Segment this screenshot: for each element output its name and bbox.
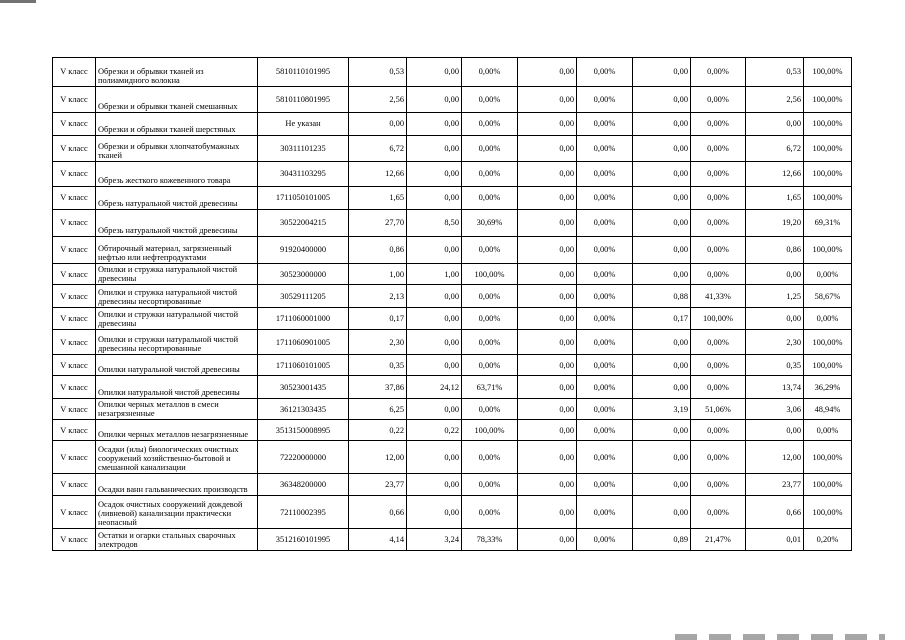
neutralized-amount-cell: 0,00 xyxy=(518,187,577,210)
used-amount-cell: 1,00 xyxy=(407,264,462,285)
waste-name-cell: Обрезки и обрывки тканей из полиамидного волокна xyxy=(96,58,258,87)
neutralized-percent-cell: 0,00% xyxy=(577,355,633,376)
class-cell: V класс xyxy=(53,264,96,285)
waste-name-cell: Осадки (илы) биологических очистных сооружений хозяйственно-бытовой и смешанной канализации xyxy=(96,441,258,474)
used-percent-cell: 0,00% xyxy=(462,136,518,162)
used-amount-cell: 0,00 xyxy=(407,58,462,87)
neutralized-percent-cell: 0,00% xyxy=(577,376,633,399)
waste-name-cell: Обрезь натуральной чистой древесины xyxy=(96,187,258,210)
neutralized-amount-cell: 0,00 xyxy=(518,399,577,420)
transferred-amount-cell: 0,00 xyxy=(633,162,691,187)
waste-name-cell: Опилки черных металлов в смеси незагрязненные xyxy=(96,399,258,420)
disposed-percent-cell: 100,00% xyxy=(804,113,852,136)
used-percent-cell: 0,00% xyxy=(462,441,518,474)
disposed-percent-cell: 100,00% xyxy=(804,87,852,113)
neutralized-percent-cell: 0,00% xyxy=(577,87,633,113)
waste-name-cell: Опилки черных металлов незагрязненные xyxy=(96,420,258,441)
neutralized-percent-cell: 0,00% xyxy=(577,58,633,87)
disposed-percent-cell: 0,00% xyxy=(804,420,852,441)
waste-code-cell: 3512160101995 xyxy=(258,529,349,551)
transferred-percent-cell: 0,00% xyxy=(691,187,746,210)
transferred-percent-cell: 0,00% xyxy=(691,264,746,285)
neutralized-amount-cell: 0,00 xyxy=(518,308,577,330)
waste-name-cell: Обрезки и обрывки хлопчатобумажных тканей xyxy=(96,136,258,162)
neutralized-amount-cell: 0,00 xyxy=(518,113,577,136)
total-amount-cell: 12,00 xyxy=(349,441,407,474)
table-row xyxy=(53,162,852,187)
transferred-percent-cell: 0,00% xyxy=(691,136,746,162)
waste-code-cell: 30522004215 xyxy=(258,210,349,237)
waste-code-cell: 1711050101005 xyxy=(258,187,349,210)
used-percent-cell: 0,00% xyxy=(462,308,518,330)
used-amount-cell: 0,00 xyxy=(407,113,462,136)
table-row xyxy=(53,264,852,285)
class-cell: V класс xyxy=(53,113,96,136)
class-cell: V класс xyxy=(53,237,96,264)
class-cell: V класс xyxy=(53,399,96,420)
neutralized-amount-cell: 0,00 xyxy=(518,355,577,376)
table-row xyxy=(53,308,852,330)
transferred-amount-cell: 0,00 xyxy=(633,87,691,113)
disposed-percent-cell: 0,20% xyxy=(804,529,852,551)
class-cell: V класс xyxy=(53,441,96,474)
disposed-amount-cell: 19,20 xyxy=(746,210,804,237)
waste-name-cell: Опилки и стружки натуральной чистой древесины несортированные xyxy=(96,330,258,355)
disposed-percent-cell: 100,00% xyxy=(804,58,852,87)
total-amount-cell: 1,00 xyxy=(349,264,407,285)
waste-code-cell: 36121303435 xyxy=(258,399,349,420)
used-percent-cell: 0,00% xyxy=(462,399,518,420)
waste-code-cell: 3513150008995 xyxy=(258,420,349,441)
disposed-percent-cell: 0,00% xyxy=(804,264,852,285)
class-cell: V класс xyxy=(53,285,96,308)
transferred-percent-cell: 0,00% xyxy=(691,210,746,237)
neutralized-percent-cell: 0,00% xyxy=(577,330,633,355)
used-amount-cell: 8,50 xyxy=(407,210,462,237)
disposed-percent-cell: 100,00% xyxy=(804,136,852,162)
neutralized-amount-cell: 0,00 xyxy=(518,285,577,308)
table-row xyxy=(53,285,852,308)
used-amount-cell: 0,00 xyxy=(407,441,462,474)
transferred-amount-cell: 0,00 xyxy=(633,420,691,441)
neutralized-percent-cell: 0,00% xyxy=(577,136,633,162)
used-amount-cell: 0,00 xyxy=(407,136,462,162)
total-amount-cell: 27,70 xyxy=(349,210,407,237)
used-percent-cell: 0,00% xyxy=(462,187,518,210)
neutralized-percent-cell: 0,00% xyxy=(577,264,633,285)
class-cell: V класс xyxy=(53,136,96,162)
neutralized-percent-cell: 0,00% xyxy=(577,308,633,330)
disposed-percent-cell: 48,94% xyxy=(804,399,852,420)
table-row xyxy=(53,87,852,113)
disposed-percent-cell: 100,00% xyxy=(804,474,852,496)
class-cell: V класс xyxy=(53,355,96,376)
transferred-percent-cell: 51,06% xyxy=(691,399,746,420)
table-row xyxy=(53,113,852,136)
table-row xyxy=(53,399,852,420)
disposed-amount-cell: 0,00 xyxy=(746,113,804,136)
waste-name-cell: Обрезки и обрывки тканей смешанных xyxy=(96,87,258,113)
transferred-amount-cell: 0,00 xyxy=(633,474,691,496)
waste-code-cell: 1711060901005 xyxy=(258,330,349,355)
waste-code-cell: 30523000000 xyxy=(258,264,349,285)
table-row xyxy=(53,210,852,237)
neutralized-amount-cell: 0,00 xyxy=(518,420,577,441)
disposed-amount-cell: 0,35 xyxy=(746,355,804,376)
transferred-amount-cell: 0,88 xyxy=(633,285,691,308)
disposed-amount-cell: 2,30 xyxy=(746,330,804,355)
transferred-amount-cell: 0,00 xyxy=(633,441,691,474)
waste-table-body xyxy=(53,58,852,551)
disposed-amount-cell: 3,06 xyxy=(746,399,804,420)
waste-code-cell: 91920400000 xyxy=(258,237,349,264)
used-amount-cell: 0,00 xyxy=(407,474,462,496)
transferred-amount-cell: 0,00 xyxy=(633,187,691,210)
table-row xyxy=(53,474,852,496)
disposed-amount-cell: 23,77 xyxy=(746,474,804,496)
transferred-amount-cell: 0,00 xyxy=(633,136,691,162)
total-amount-cell: 0,66 xyxy=(349,496,407,529)
neutralized-percent-cell: 0,00% xyxy=(577,496,633,529)
transferred-amount-cell: 0,00 xyxy=(633,496,691,529)
disposed-amount-cell: 0,66 xyxy=(746,496,804,529)
table-row xyxy=(53,237,852,264)
neutralized-percent-cell: 0,00% xyxy=(577,113,633,136)
neutralized-percent-cell: 0,00% xyxy=(577,285,633,308)
used-amount-cell: 0,00 xyxy=(407,496,462,529)
used-amount-cell: 24,12 xyxy=(407,376,462,399)
used-percent-cell: 100,00% xyxy=(462,264,518,285)
table-row xyxy=(53,496,852,529)
total-amount-cell: 0,86 xyxy=(349,237,407,264)
disposed-percent-cell: 100,00% xyxy=(804,496,852,529)
used-amount-cell: 0,00 xyxy=(407,399,462,420)
used-amount-cell: 0,00 xyxy=(407,237,462,264)
total-amount-cell: 23,77 xyxy=(349,474,407,496)
disposed-percent-cell: 100,00% xyxy=(804,187,852,210)
total-amount-cell: 2,13 xyxy=(349,285,407,308)
scan-artifact-bottom xyxy=(675,634,885,640)
disposed-amount-cell: 0,01 xyxy=(746,529,804,551)
class-cell: V класс xyxy=(53,496,96,529)
table-row xyxy=(53,441,852,474)
neutralized-amount-cell: 0,00 xyxy=(518,441,577,474)
waste-code-cell: 36348200000 xyxy=(258,474,349,496)
transferred-percent-cell: 0,00% xyxy=(691,113,746,136)
transferred-amount-cell: 0,00 xyxy=(633,330,691,355)
transferred-amount-cell: 0,89 xyxy=(633,529,691,551)
disposed-amount-cell: 13,74 xyxy=(746,376,804,399)
transferred-percent-cell: 0,00% xyxy=(691,87,746,113)
used-percent-cell: 0,00% xyxy=(462,330,518,355)
transferred-amount-cell: 0,00 xyxy=(633,237,691,264)
disposed-amount-cell: 12,00 xyxy=(746,441,804,474)
used-amount-cell: 0,00 xyxy=(407,87,462,113)
neutralized-percent-cell: 0,00% xyxy=(577,210,633,237)
class-cell: V класс xyxy=(53,420,96,441)
table-row xyxy=(53,420,852,441)
class-cell: V класс xyxy=(53,376,96,399)
total-amount-cell: 1,65 xyxy=(349,187,407,210)
disposed-percent-cell: 0,00% xyxy=(804,308,852,330)
waste-name-cell: Опилки и стружки натуральной чистой древесины xyxy=(96,308,258,330)
waste-code-cell: 1711060101005 xyxy=(258,355,349,376)
neutralized-percent-cell: 0,00% xyxy=(577,529,633,551)
neutralized-percent-cell: 0,00% xyxy=(577,399,633,420)
transferred-percent-cell: 0,00% xyxy=(691,330,746,355)
neutralized-amount-cell: 0,00 xyxy=(518,162,577,187)
neutralized-amount-cell: 0,00 xyxy=(518,376,577,399)
neutralized-percent-cell: 0,00% xyxy=(577,441,633,474)
neutralized-percent-cell: 0,00% xyxy=(577,420,633,441)
waste-code-cell: 72220000000 xyxy=(258,441,349,474)
transferred-percent-cell: 21,47% xyxy=(691,529,746,551)
used-percent-cell: 0,00% xyxy=(462,285,518,308)
class-cell: V класс xyxy=(53,308,96,330)
waste-name-cell: Обрезь натуральной чистой древесины xyxy=(96,210,258,237)
waste-name-cell: Опилки натуральной чистой древесины xyxy=(96,355,258,376)
disposed-amount-cell: 2,56 xyxy=(746,87,804,113)
neutralized-amount-cell: 0,00 xyxy=(518,136,577,162)
transferred-amount-cell: 0,17 xyxy=(633,308,691,330)
neutralized-amount-cell: 0,00 xyxy=(518,529,577,551)
waste-code-cell: 5810110101995 xyxy=(258,58,349,87)
total-amount-cell: 6,72 xyxy=(349,136,407,162)
neutralized-amount-cell: 0,00 xyxy=(518,210,577,237)
transferred-percent-cell: 41,33% xyxy=(691,285,746,308)
used-percent-cell: 0,00% xyxy=(462,474,518,496)
disposed-percent-cell: 58,67% xyxy=(804,285,852,308)
transferred-percent-cell: 0,00% xyxy=(691,496,746,529)
disposed-amount-cell: 12,66 xyxy=(746,162,804,187)
waste-name-cell: Опилки и стружка натуральной чистой древесины xyxy=(96,264,258,285)
waste-name-cell: Осадки ванн гальванических производств xyxy=(96,474,258,496)
disposed-amount-cell: 0,00 xyxy=(746,264,804,285)
waste-code-cell: 5810110801995 xyxy=(258,87,349,113)
class-cell: V класс xyxy=(53,187,96,210)
disposed-percent-cell: 36,29% xyxy=(804,376,852,399)
table-row xyxy=(53,376,852,399)
waste-name-cell: Обрезки и обрывки тканей шерстяных xyxy=(96,113,258,136)
disposed-amount-cell: 0,00 xyxy=(746,420,804,441)
used-amount-cell: 3,24 xyxy=(407,529,462,551)
disposed-percent-cell: 100,00% xyxy=(804,441,852,474)
transferred-percent-cell: 0,00% xyxy=(691,162,746,187)
waste-code-cell: 1711060001000 xyxy=(258,308,349,330)
class-cell: V класс xyxy=(53,474,96,496)
neutralized-percent-cell: 0,00% xyxy=(577,187,633,210)
class-cell: V класс xyxy=(53,87,96,113)
class-cell: V класс xyxy=(53,210,96,237)
transferred-amount-cell: 0,00 xyxy=(633,355,691,376)
neutralized-percent-cell: 0,00% xyxy=(577,474,633,496)
table-row xyxy=(53,187,852,210)
class-cell: V класс xyxy=(53,162,96,187)
table-row xyxy=(53,529,852,551)
transferred-amount-cell: 3,19 xyxy=(633,399,691,420)
transferred-amount-cell: 0,00 xyxy=(633,264,691,285)
disposed-amount-cell: 1,65 xyxy=(746,187,804,210)
neutralized-amount-cell: 0,00 xyxy=(518,58,577,87)
used-amount-cell: 0,00 xyxy=(407,285,462,308)
total-amount-cell: 12,66 xyxy=(349,162,407,187)
scan-artifact-top xyxy=(0,0,36,3)
total-amount-cell: 2,30 xyxy=(349,330,407,355)
class-cell: V класс xyxy=(53,330,96,355)
transferred-percent-cell: 0,00% xyxy=(691,355,746,376)
used-percent-cell: 0,00% xyxy=(462,355,518,376)
transferred-percent-cell: 0,00% xyxy=(691,441,746,474)
disposed-percent-cell: 100,00% xyxy=(804,355,852,376)
table-row xyxy=(53,58,852,87)
disposed-amount-cell: 1,25 xyxy=(746,285,804,308)
neutralized-amount-cell: 0,00 xyxy=(518,87,577,113)
table-row xyxy=(53,355,852,376)
used-percent-cell: 0,00% xyxy=(462,162,518,187)
total-amount-cell: 0,35 xyxy=(349,355,407,376)
transferred-percent-cell: 0,00% xyxy=(691,237,746,264)
neutralized-percent-cell: 0,00% xyxy=(577,237,633,264)
waste-name-cell: Опилки и стружка натуральной чистой древесины несортированные xyxy=(96,285,258,308)
class-cell: V класс xyxy=(53,58,96,87)
used-amount-cell: 0,00 xyxy=(407,308,462,330)
total-amount-cell: 4,14 xyxy=(349,529,407,551)
neutralized-amount-cell: 0,00 xyxy=(518,264,577,285)
waste-code-cell: 30311101235 xyxy=(258,136,349,162)
disposed-amount-cell: 6,72 xyxy=(746,136,804,162)
used-percent-cell: 0,00% xyxy=(462,58,518,87)
waste-code-cell: 30431103295 xyxy=(258,162,349,187)
class-cell: V класс xyxy=(53,529,96,551)
waste-name-cell: Обтирочный материал, загрязненный нефтью или нефтепродуктами xyxy=(96,237,258,264)
transferred-amount-cell: 0,00 xyxy=(633,113,691,136)
used-amount-cell: 0,00 xyxy=(407,162,462,187)
transferred-percent-cell: 0,00% xyxy=(691,474,746,496)
transferred-amount-cell: 0,00 xyxy=(633,58,691,87)
waste-code-cell: Не указан xyxy=(258,113,349,136)
waste-name-cell: Осадок очистных сооружений дождевой (ливневой) канализации практически неопасный xyxy=(96,496,258,529)
used-amount-cell: 0,00 xyxy=(407,330,462,355)
used-amount-cell: 0,00 xyxy=(407,355,462,376)
waste-code-cell: 72110002395 xyxy=(258,496,349,529)
used-percent-cell: 0,00% xyxy=(462,87,518,113)
disposed-amount-cell: 0,53 xyxy=(746,58,804,87)
used-percent-cell: 63,71% xyxy=(462,376,518,399)
disposed-percent-cell: 100,00% xyxy=(804,330,852,355)
transferred-percent-cell: 100,00% xyxy=(691,308,746,330)
waste-name-cell: Обрезь жесткого кожевенного товара xyxy=(96,162,258,187)
transferred-amount-cell: 0,00 xyxy=(633,210,691,237)
total-amount-cell: 0,17 xyxy=(349,308,407,330)
used-amount-cell: 0,00 xyxy=(407,187,462,210)
total-amount-cell: 0,00 xyxy=(349,113,407,136)
waste-name-cell: Опилки натуральной чистой древесины xyxy=(96,376,258,399)
neutralized-amount-cell: 0,00 xyxy=(518,496,577,529)
neutralized-percent-cell: 0,00% xyxy=(577,162,633,187)
disposed-percent-cell: 100,00% xyxy=(804,237,852,264)
transferred-percent-cell: 0,00% xyxy=(691,420,746,441)
waste-table xyxy=(52,57,852,551)
used-percent-cell: 0,00% xyxy=(462,496,518,529)
disposed-percent-cell: 69,31% xyxy=(804,210,852,237)
neutralized-amount-cell: 0,00 xyxy=(518,330,577,355)
total-amount-cell: 6,25 xyxy=(349,399,407,420)
transferred-amount-cell: 0,00 xyxy=(633,376,691,399)
total-amount-cell: 0,22 xyxy=(349,420,407,441)
total-amount-cell: 2,56 xyxy=(349,87,407,113)
waste-name-cell: Остатки и огарки стальных сварочных электродов xyxy=(96,529,258,551)
neutralized-amount-cell: 0,00 xyxy=(518,474,577,496)
total-amount-cell: 37,86 xyxy=(349,376,407,399)
used-amount-cell: 0,22 xyxy=(407,420,462,441)
total-amount-cell: 0,53 xyxy=(349,58,407,87)
transferred-percent-cell: 0,00% xyxy=(691,376,746,399)
table-row xyxy=(53,330,852,355)
used-percent-cell: 78,33% xyxy=(462,529,518,551)
waste-code-cell: 30529111205 xyxy=(258,285,349,308)
used-percent-cell: 0,00% xyxy=(462,237,518,264)
disposed-amount-cell: 0,86 xyxy=(746,237,804,264)
table-row xyxy=(53,136,852,162)
used-percent-cell: 0,00% xyxy=(462,113,518,136)
waste-code-cell: 30523001435 xyxy=(258,376,349,399)
neutralized-amount-cell: 0,00 xyxy=(518,237,577,264)
transferred-percent-cell: 0,00% xyxy=(691,58,746,87)
used-percent-cell: 30,69% xyxy=(462,210,518,237)
disposed-percent-cell: 100,00% xyxy=(804,162,852,187)
used-percent-cell: 100,00% xyxy=(462,420,518,441)
disposed-amount-cell: 0,00 xyxy=(746,308,804,330)
